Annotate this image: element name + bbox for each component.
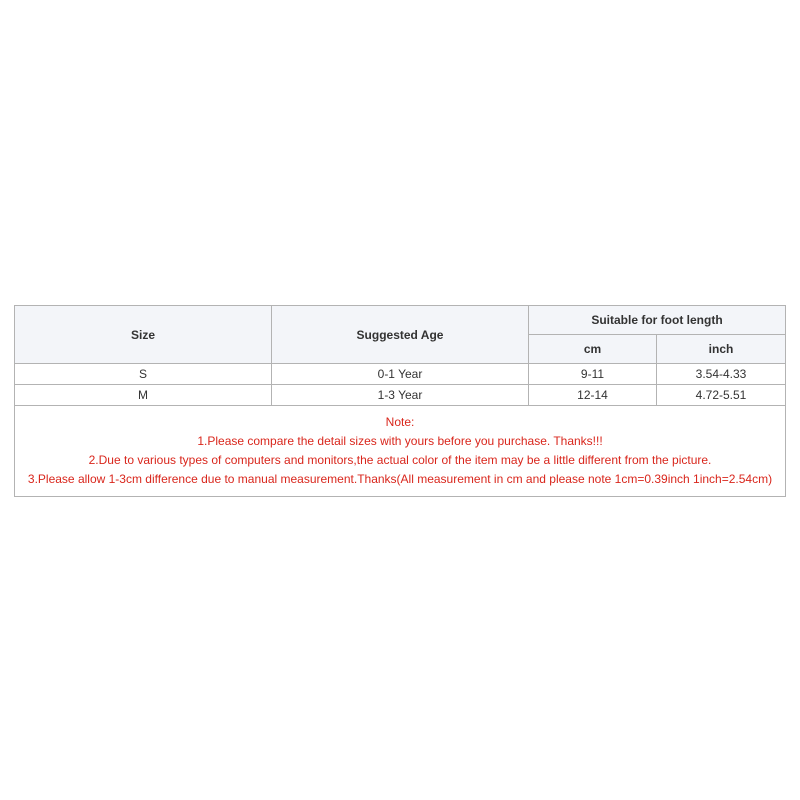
header-foot-length: Suitable for foot length bbox=[529, 306, 786, 335]
cell-inch: 4.72-5.51 bbox=[657, 385, 786, 406]
notes-row bbox=[15, 406, 786, 497]
cell-cm: 9-11 bbox=[529, 364, 657, 385]
note-line-2: 2.Due to various types of computers and monitors,the actual color of the item may be a little different from the picture. bbox=[88, 453, 712, 467]
cell-inch: 3.54-4.33 bbox=[657, 364, 786, 385]
note-line-1: 1.Please compare the detail sizes with yours before you purchase. Thanks!!! bbox=[197, 434, 603, 448]
note-title: Note: bbox=[385, 415, 415, 429]
cell-cm: 12-14 bbox=[529, 385, 657, 406]
header-size: Size bbox=[15, 306, 272, 364]
cell-size: S bbox=[15, 364, 272, 385]
table-row bbox=[15, 364, 786, 385]
note-line-3: 3.Please allow 1-3cm difference due to manual measurement.Thanks(All measurement in cm and please note 1cm=0.39inch 1inch=2.54cm) bbox=[27, 472, 773, 486]
table-row bbox=[15, 385, 786, 406]
cell-age: 1-3 Year bbox=[272, 385, 529, 406]
cell-size: M bbox=[15, 385, 272, 406]
table-header-row bbox=[15, 306, 786, 335]
header-cm: cm bbox=[529, 335, 657, 364]
notes-cell bbox=[15, 406, 786, 497]
header-inch: inch bbox=[657, 335, 786, 364]
size-chart-table bbox=[14, 305, 786, 497]
header-suggested-age: Suggested Age bbox=[272, 306, 529, 364]
cell-age: 0-1 Year bbox=[272, 364, 529, 385]
